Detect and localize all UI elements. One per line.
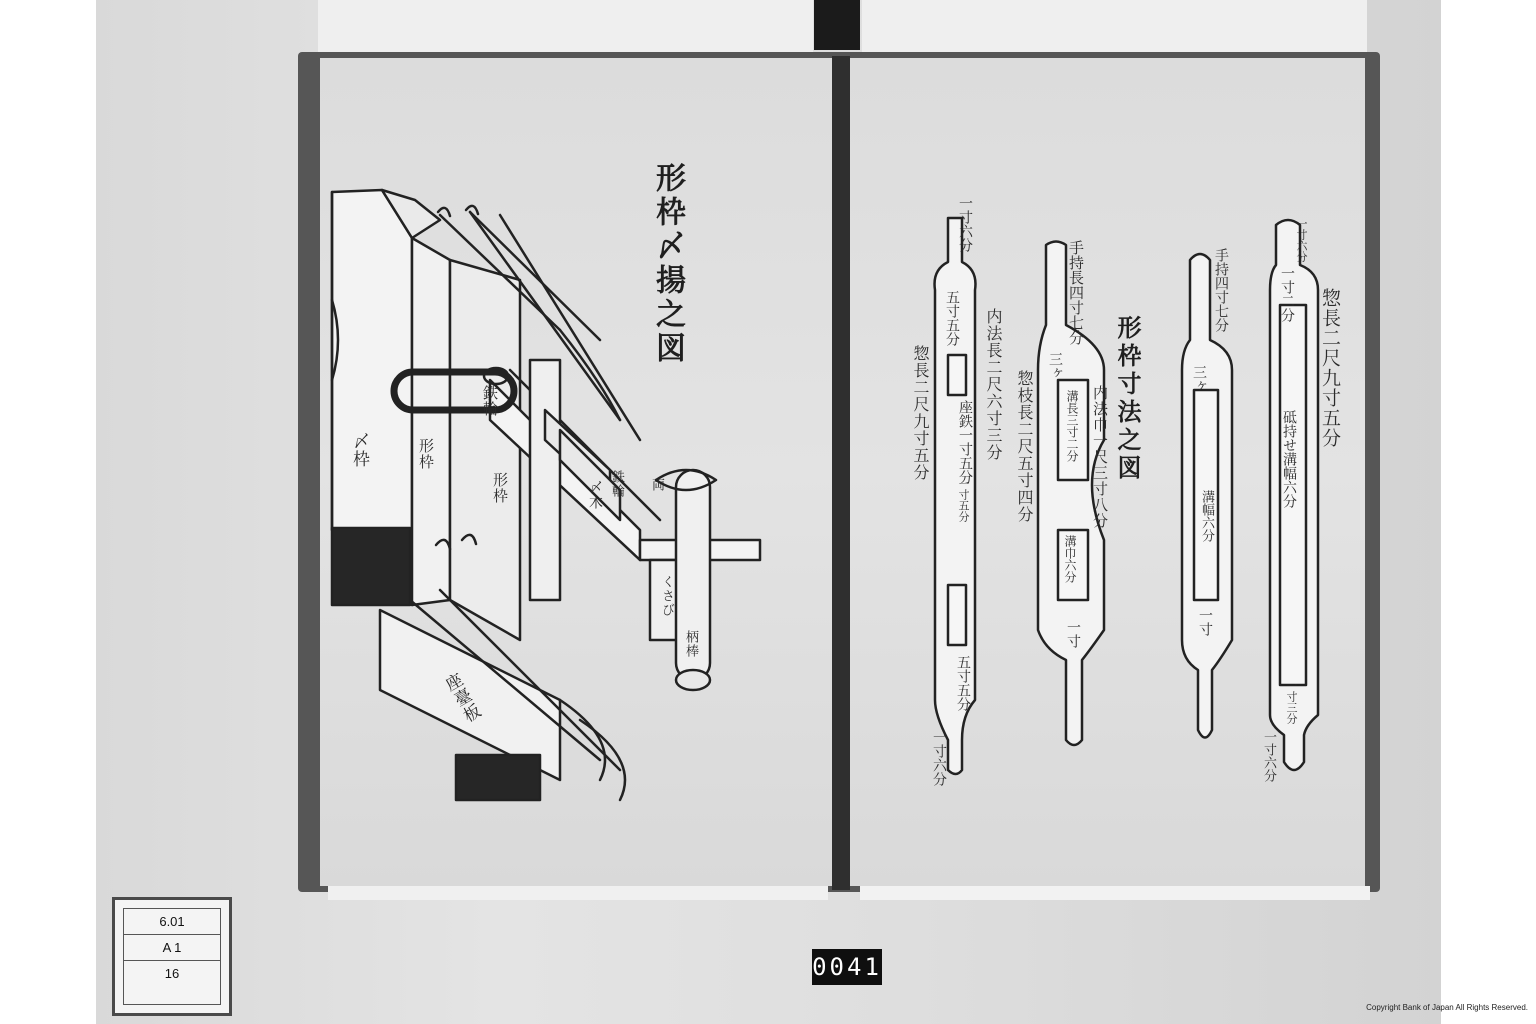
- rod4-total: 惣長二尺九寸五分: [1319, 288, 1341, 448]
- rod4-top: 一寸六分: [1295, 218, 1308, 262]
- rod1-top: 一寸六分: [957, 196, 973, 252]
- rod3-mark: 三ヶ: [1191, 365, 1207, 393]
- rod1-grip: 五寸五分: [944, 290, 960, 346]
- label-tekko: 鉄輪: [481, 385, 499, 417]
- rod2-mark: 三ヶ: [1047, 352, 1063, 380]
- rod1-mark: 一寸五分: [957, 478, 970, 522]
- label-zadai: 座臺板: [438, 670, 484, 728]
- label-katawaku-1: 形枠: [417, 438, 435, 470]
- rod2-groove: 溝長三寸二分: [1065, 390, 1079, 462]
- rod1-hole: 座鉄一寸五分: [957, 400, 973, 484]
- rod2-groove2: 溝巾六分: [1063, 535, 1077, 583]
- rod2-total: 惣枝長二尺五寸四分: [1015, 370, 1034, 523]
- label-kuri: くさび: [659, 575, 674, 617]
- label-ebou: 柄棒: [683, 630, 698, 658]
- rod4-bottom: 一寸六分: [1261, 730, 1276, 782]
- label-shime-waku: 〆枠: [349, 432, 369, 468]
- catalog-row-2: A 1: [124, 935, 220, 961]
- copyright-notice: Copyright Bank of Japan All Rights Reserved.: [1366, 1003, 1528, 1012]
- rod2-inner: 内法巾一尺三寸八分: [1091, 385, 1109, 529]
- rod2-grip: 手持長四寸七分: [1067, 240, 1085, 345]
- left-page-title: 形枠〆揚之図: [650, 162, 685, 366]
- rod3-groove: 溝幅六分: [1199, 490, 1214, 542]
- catalog-row-1: 6.01: [124, 909, 220, 935]
- catalog-row-3: 16: [164, 966, 180, 981]
- label-katawaku-2: 形枠: [491, 472, 509, 504]
- rod2-bottom: 一寸: [1065, 620, 1081, 648]
- rod4-mark: 一寸二分: [1279, 266, 1295, 322]
- rod3-bottom: 一寸: [1197, 608, 1213, 636]
- frame-number: 0041: [812, 949, 882, 985]
- rod3-grip: 手持四寸七分: [1213, 248, 1229, 332]
- black-block-upper: [332, 528, 410, 605]
- rod1-total: 惣長二尺九寸五分: [911, 345, 930, 481]
- right-page-title: 形枠寸法之図: [1113, 315, 1142, 483]
- press-frame-drawing: [332, 190, 760, 800]
- rod4-inner: 砥持せ溝幅六分: [1281, 410, 1297, 508]
- label-kanawa: 鉄輪: [609, 470, 624, 498]
- rod1-inner: 内法長二尺六寸三分: [984, 308, 1003, 461]
- label-ryo: 両: [649, 478, 664, 492]
- rod1-bottom: 一寸六分: [931, 730, 947, 786]
- black-block-lower: [456, 755, 540, 800]
- catalog-card-table: [123, 908, 221, 1005]
- catalog-card: [112, 897, 232, 1016]
- label-shimegi: 〆木: [587, 480, 603, 510]
- rod4-lower: 一寸三分: [1285, 680, 1298, 724]
- rod1-bottom-grip: 五寸五分: [955, 655, 971, 711]
